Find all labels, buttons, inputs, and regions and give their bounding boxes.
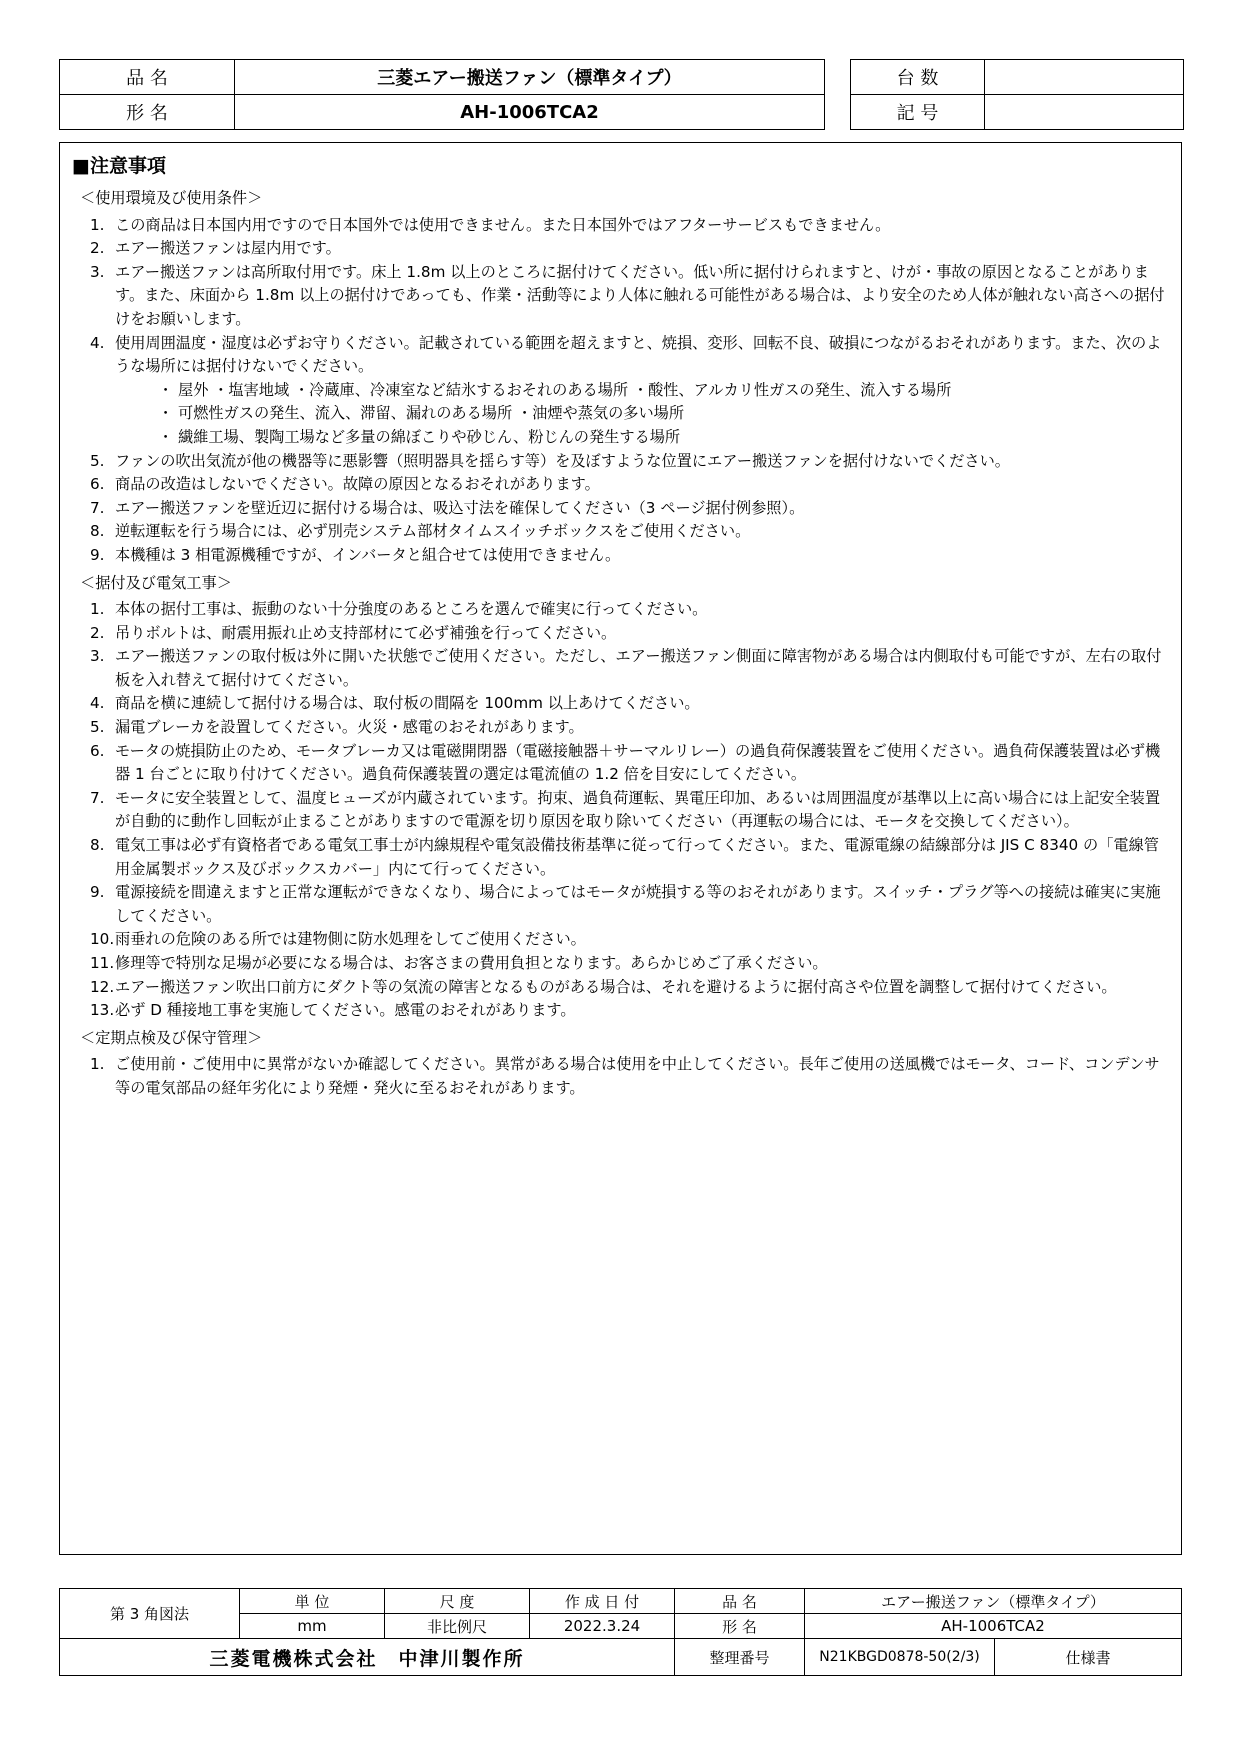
precautions-content bbox=[80, 187, 1167, 1101]
list-item: 1. この商品は日本国内用ですので日本国外では使用できません。また日本国外ではアフターサービスもできません。 bbox=[90, 215, 891, 234]
reference-number: N21KBGD0878-50(2/3) bbox=[805, 1639, 995, 1676]
footer-product-label: 品 名 bbox=[675, 1589, 805, 1614]
header-table bbox=[59, 59, 825, 130]
symbol-value bbox=[985, 95, 1184, 130]
list-item: 9. 電源接続を間違えますと正常な運転ができなくなり、場合によってはモータが焼損する等のおそれがあります。スイッチ・プラグ等への接続は確実に実施してください。 bbox=[90, 883, 1161, 925]
list-item: 11. 修理等で特別な足場が必要になる場合は、お客さまの費用負担となります。あらかじめご了承ください。 bbox=[90, 954, 828, 972]
list-item: 12. エアー搬送ファン吹出口前方にダクト等の気流の障害となるものがある場合は、それを避けるように据付高さや位置を調整して据付けてください。 bbox=[90, 977, 1117, 996]
quantity-value bbox=[985, 60, 1184, 95]
list-item: 3. エアー搬送ファンは高所取付用です。床上 1.8m 以上のところに据付けてください。低い所に据付けられますと、けが・事故の原因となることがあります。また、床面から 1.8m 以上の据付けであっても、作業・活動等により人体に触れる可能性がある場合は、より安全のため人体が触れない高さへの据付けをお願いします。 bbox=[90, 262, 1165, 328]
scale-label: 尺 度 bbox=[385, 1589, 530, 1614]
list-item: 2. 吊りボルトは、耐震用振れ止め支持部材にて必ず補強を行ってください。 bbox=[90, 623, 617, 642]
list-item: 8. 電気工事は必ず有資格者である電気工事士が内線規程や電気設備技術基準に従って行ってください。また、電源電線の結線部分は JIS C 8340 の「電線管用金属製ボックス及びボックスカバー」内にて行ってください。 bbox=[90, 836, 1159, 878]
list-item: 9. 本機種は 3 相電源機種ですが、インバータと組合せては使用できません。 bbox=[90, 545, 621, 564]
product-name-label: 品 名 bbox=[60, 60, 235, 95]
model-value: AH-1006TCA2 bbox=[235, 95, 825, 130]
list-item: 3. エアー搬送ファンの取付板は外に開いた状態でご使用ください。ただし、エアー搬送ファン側面に障害物がある場合は内側取付も可能ですが、左右の取付板を入れ替えて据付けてください。 bbox=[90, 647, 1162, 689]
sub-list-item: ・ 繊維工場、製陶工場など多量の綿ぼこりや砂じん、粉じんの発生する場所 bbox=[158, 427, 681, 446]
projection-method: 第 3 角図法 bbox=[60, 1589, 240, 1639]
date-value: 2022.3.24 bbox=[530, 1614, 675, 1639]
list-item: 7. エアー搬送ファンを壁近辺に据付ける場合は、吸込寸法を確保してください（3 ページ据付例参照）。 bbox=[90, 498, 805, 517]
list-item: 6. 商品の改造はしないでください。故障の原因となるおそれがあります。 bbox=[90, 475, 600, 494]
company-name: 三菱電機株式会社 中津川製作所 bbox=[60, 1639, 675, 1676]
section-heading: ＜定期点検及び保守管理＞ bbox=[80, 1028, 263, 1047]
list-item: 1. ご使用前・ご使用中に異常がないか確認してください。異常がある場合は使用を中止してください。長年ご使用の送風機ではモータ、コード、コンデンサ等の電気部品の経年劣化により発煙・発火に至るおそれがあります。 bbox=[90, 1055, 1160, 1097]
sub-list-item: ・ 屋外 ・塩害地域 ・冷蔵庫、冷凍室など結氷するおそれのある場所 ・酸性、アルカリ性ガスの発生、流入する場所 bbox=[158, 380, 952, 399]
section-heading: ＜使用環境及び使用条件＞ bbox=[80, 189, 263, 207]
reference-label: 整理番号 bbox=[675, 1639, 805, 1676]
list-item: 1. 本体の据付工事は、振動のない十分強度のあるところを選んで確実に行ってください。 bbox=[90, 600, 708, 619]
list-item: 4. 使用周囲温度・湿度は必ずお守りください。記載されている範囲を超えますと、焼損、変形、回転不良、破損につながるおそれがあります。また、次のような場所には据付けないでください。 bbox=[90, 333, 1162, 376]
list-item: 5. ファンの吹出気流が他の機器等に悪影響（照明器具を揺らす等）を及ぼすような位置にエアー搬送ファンを据付けないでください。 bbox=[90, 451, 1010, 470]
symbol-label: 記 号 bbox=[851, 95, 985, 130]
footer-model-label: 形 名 bbox=[675, 1614, 805, 1639]
precautions-box bbox=[59, 142, 1182, 1555]
list-item: 13. 必ず D 種接地工事を実施してください。感電のおそれがあります。 bbox=[90, 1001, 576, 1020]
document-type: 仕様書 bbox=[995, 1639, 1182, 1676]
model-label: 形 名 bbox=[60, 95, 235, 130]
quantity-table bbox=[850, 59, 1184, 130]
scale-value: 非比例尺 bbox=[385, 1614, 530, 1639]
list-item: 5. 漏電ブレーカを設置してください。火災・感電のおそれがあります。 bbox=[90, 718, 584, 737]
list-item: 7. モータに安全装置として、温度ヒューズが内蔵されています。拘束、過負荷運転、異電圧印加、あるいは周囲温度が基準以上に高い場合には上記安全装置が自動的に動作し回転が止まることがありますので電源を切り原因を取り除いてください（再運転の場合には、モータを交換してください）。 bbox=[90, 788, 1161, 831]
list-item: 10. 雨垂れの危険のある所では建物側に防水処理をしてご使用ください。 bbox=[90, 930, 586, 949]
product-name-value: 三菱エアー搬送ファン（標準タイプ） bbox=[235, 60, 825, 95]
list-item: 8. 逆転運転を行う場合には、必ず別売システム部材タイムスイッチボックスをご使用ください。 bbox=[90, 522, 751, 541]
footer-model-value: AH-1006TCA2 bbox=[805, 1614, 1182, 1639]
title-block bbox=[59, 1588, 1182, 1676]
section-heading: ＜据付及び電気工事＞ bbox=[80, 573, 232, 592]
quantity-label: 台 数 bbox=[851, 60, 985, 95]
footer-product-value: エアー搬送ファン（標準タイプ） bbox=[805, 1589, 1182, 1614]
page-title: ■注意事項 bbox=[72, 155, 166, 177]
list-item: 4. 商品を横に連続して据付ける場合は、取付板の間隔を 100mm 以上あけてください。 bbox=[90, 694, 700, 713]
list-item: 2. エアー搬送ファンは屋内用です。 bbox=[90, 239, 341, 258]
list-item: 6. モータの焼損防止のため、モータブレーカ又は電磁開閉器（電磁接触器＋サーマルリレー）の過負荷保護装置をご使用ください。過負荷保護装置は必ず機器 1 台ごとに取り付けてください。過負荷保護装置の選定は電流値の 1.2 倍を目安にしてください。 bbox=[90, 741, 1161, 784]
unit-label: 単 位 bbox=[240, 1589, 385, 1614]
sub-list-item: ・ 可燃性ガスの発生、流入、滞留、漏れのある場所 ・油煙や蒸気の多い場所 bbox=[158, 404, 685, 423]
date-label: 作 成 日 付 bbox=[530, 1589, 675, 1614]
unit-value: mm bbox=[240, 1614, 385, 1639]
